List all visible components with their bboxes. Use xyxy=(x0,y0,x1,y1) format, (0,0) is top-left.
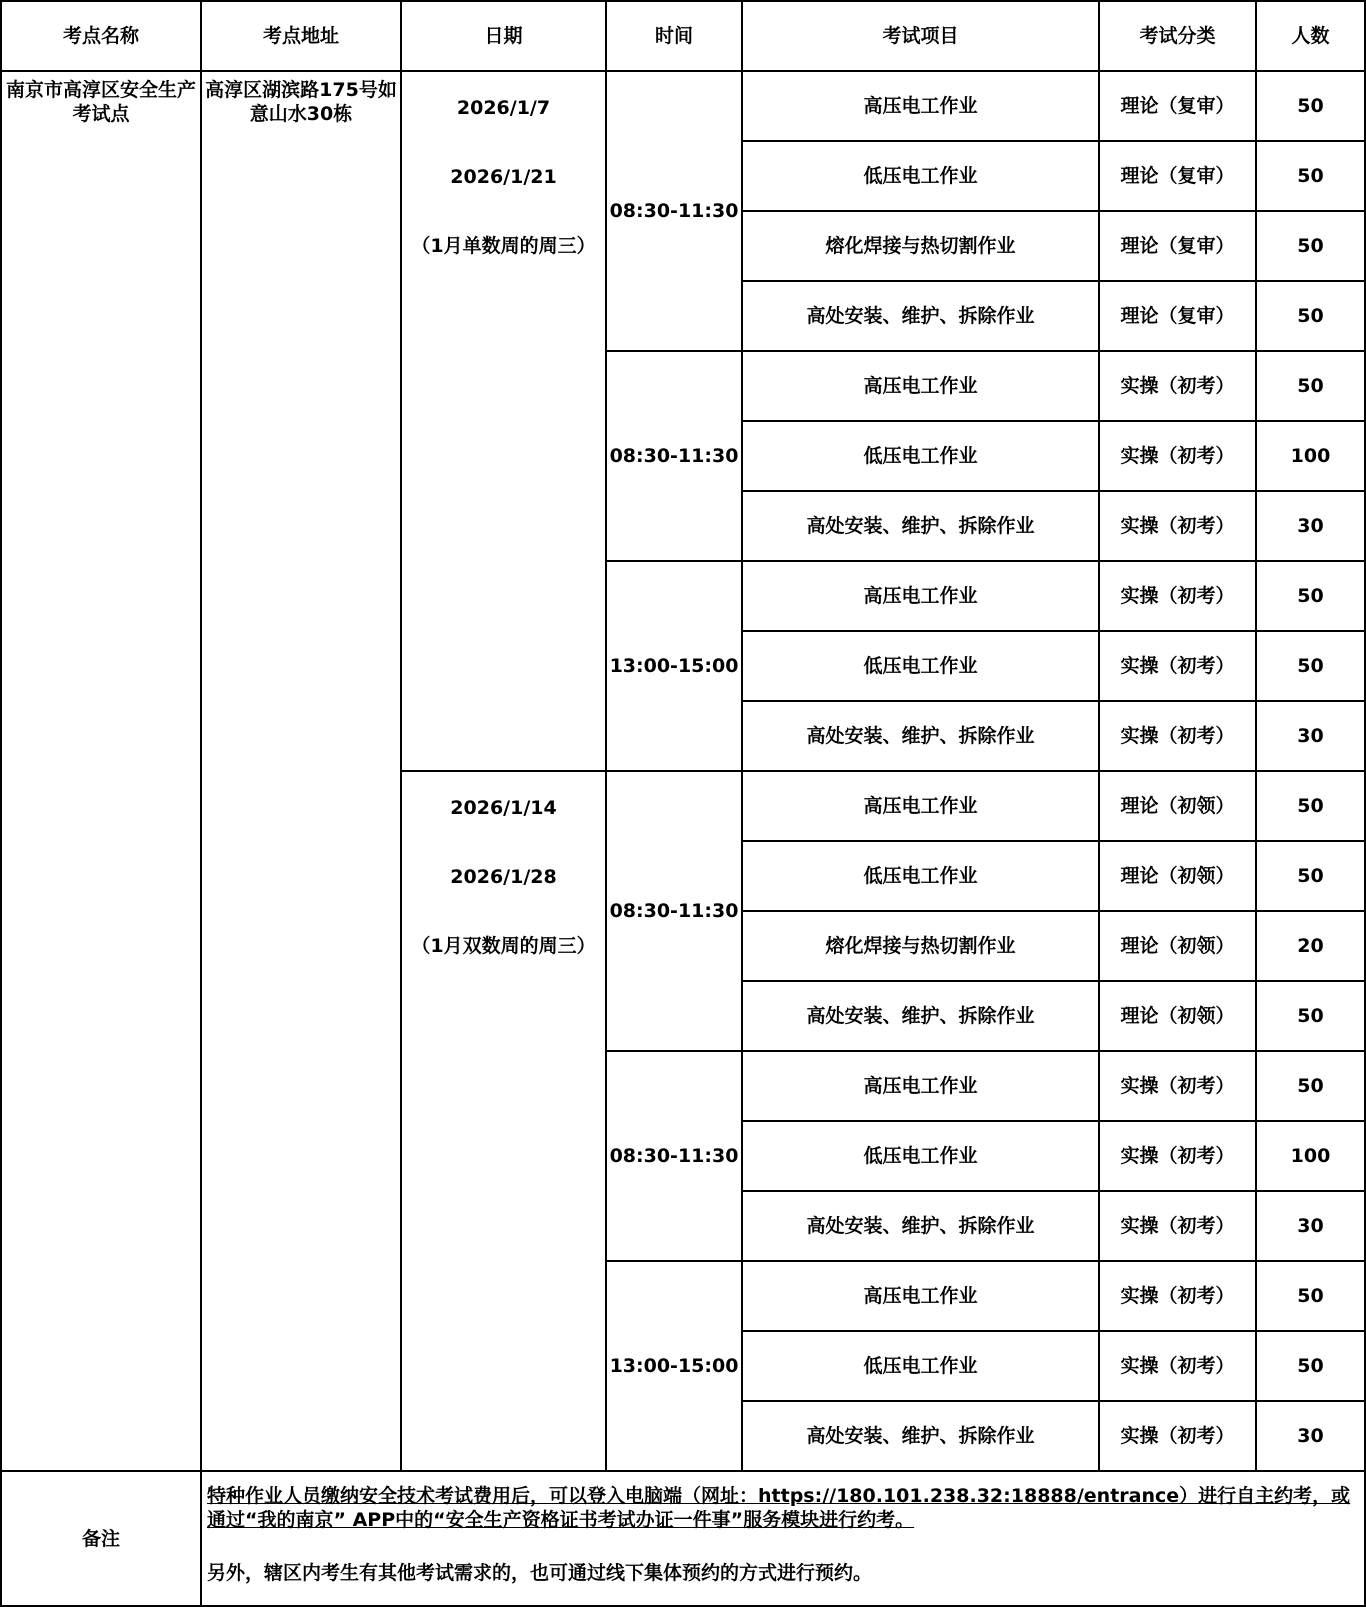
count-cell: 50 xyxy=(1256,1331,1365,1401)
exam-item-cell: 高压电工作业 xyxy=(742,1261,1099,1331)
count-cell: 30 xyxy=(1256,491,1365,561)
date-line: 2026/1/7 xyxy=(456,97,551,119)
date-cell xyxy=(401,771,606,1471)
exam-item-cell: 高压电工作业 xyxy=(742,1051,1099,1121)
count-cell: 50 xyxy=(1256,351,1365,421)
exam-item-cell: 低压电工作业 xyxy=(742,1331,1099,1401)
table-body xyxy=(1,1,1365,1606)
exam-item-cell: 高压电工作业 xyxy=(742,771,1099,841)
date-line: （1月单数周的周三） xyxy=(411,235,596,257)
count-cell: 50 xyxy=(1256,211,1365,281)
exam-category-cell: 理论（复审） xyxy=(1099,71,1256,141)
count-cell: 50 xyxy=(1256,1261,1365,1331)
date-line: （1月双数周的周三） xyxy=(411,935,596,957)
remarks-label: 备注 xyxy=(1,1471,201,1606)
exam-category-cell: 理论（初领） xyxy=(1099,841,1256,911)
exam-category-cell: 理论（复审） xyxy=(1099,281,1256,351)
exam-item-cell: 高压电工作业 xyxy=(742,351,1099,421)
exam-category-cell: 实操（初考） xyxy=(1099,491,1256,561)
count-cell: 50 xyxy=(1256,981,1365,1051)
count-cell: 20 xyxy=(1256,911,1365,981)
header-exam-category: 考试分类 xyxy=(1099,1,1256,71)
exam-category-cell: 实操（初考） xyxy=(1099,1191,1256,1261)
exam-category-cell: 实操（初考） xyxy=(1099,631,1256,701)
exam-item-cell: 低压电工作业 xyxy=(742,631,1099,701)
count-cell: 50 xyxy=(1256,841,1365,911)
site-address-cell: 高淳区湖滨路175号如意山水30栋 xyxy=(201,71,401,1471)
exam-item-cell: 高处安装、维护、拆除作业 xyxy=(742,491,1099,561)
exam-category-cell: 理论（初领） xyxy=(1099,981,1256,1051)
exam-category-cell: 实操（初考） xyxy=(1099,1331,1256,1401)
exam-category-cell: 理论（复审） xyxy=(1099,141,1256,211)
exam-category-cell: 实操（初考） xyxy=(1099,421,1256,491)
exam-item-cell: 高处安装、维护、拆除作业 xyxy=(742,981,1099,1051)
exam-item-cell: 熔化焊接与热切割作业 xyxy=(742,911,1099,981)
header-count: 人数 xyxy=(1256,1,1365,71)
time-cell: 08:30-11:30 xyxy=(606,771,742,1051)
exam-category-cell: 实操（初考） xyxy=(1099,1261,1256,1331)
exam-category-cell: 实操（初考） xyxy=(1099,561,1256,631)
header-date: 日期 xyxy=(401,1,606,71)
date-line: 2026/1/14 xyxy=(450,797,557,819)
time-cell: 08:30-11:30 xyxy=(606,351,742,561)
exam-category-cell: 理论（初领） xyxy=(1099,771,1256,841)
exam-item-cell: 低压电工作业 xyxy=(742,141,1099,211)
exam-category-cell: 理论（复审） xyxy=(1099,211,1256,281)
exam-item-cell: 高处安装、维护、拆除作业 xyxy=(742,281,1099,351)
time-cell: 08:30-11:30 xyxy=(606,1051,742,1261)
count-cell: 50 xyxy=(1256,141,1365,211)
header-site-address: 考点地址 xyxy=(201,1,401,71)
count-cell: 50 xyxy=(1256,281,1365,351)
time-cell: 08:30-11:30 xyxy=(606,71,742,351)
count-cell: 30 xyxy=(1256,701,1365,771)
date-line: 2026/1/21 xyxy=(450,166,557,188)
header-exam-item: 考试项目 xyxy=(742,1,1099,71)
exam-category-cell: 理论（初领） xyxy=(1099,911,1256,981)
count-cell: 50 xyxy=(1256,771,1365,841)
exam-item-cell: 高处安装、维护、拆除作业 xyxy=(742,1191,1099,1261)
header-site-name: 考点名称 xyxy=(1,1,201,71)
count-cell: 30 xyxy=(1256,1401,1365,1471)
header-time: 时间 xyxy=(606,1,742,71)
count-cell: 50 xyxy=(1256,631,1365,701)
remarks-paragraph-2: 另外，辖区内考生有其他考试需求的，也可通过线下集体预约的方式进行预约。 xyxy=(207,1562,873,1584)
count-cell: 50 xyxy=(1256,561,1365,631)
exam-category-cell: 实操（初考） xyxy=(1099,701,1256,771)
count-cell: 100 xyxy=(1256,421,1365,491)
header-row xyxy=(1,1,1365,71)
count-cell: 50 xyxy=(1256,71,1365,141)
count-cell: 30 xyxy=(1256,1191,1365,1261)
count-cell: 50 xyxy=(1256,1051,1365,1121)
remarks-content xyxy=(201,1471,1365,1606)
exam-category-cell: 实操（初考） xyxy=(1099,1121,1256,1191)
exam-item-cell: 高处安装、维护、拆除作业 xyxy=(742,701,1099,771)
time-cell: 13:00-15:00 xyxy=(606,561,742,771)
remarks-row xyxy=(1,1471,1365,1606)
remarks-paragraph-1: 特种作业人员缴纳安全技术考试费用后，可以登入电脑端（网址：https://180.101.238.32:18888/entrance）进行自主约考，或通过“我的南京” APP中的“安全生产资格证书考试办证一件事”服务模块进行约考。 xyxy=(207,1485,1351,1531)
site-name-cell: 南京市高淳区安全生产考试点 xyxy=(1,71,201,1471)
exam-item-cell: 低压电工作业 xyxy=(742,421,1099,491)
date-line: 2026/1/28 xyxy=(450,866,557,888)
exam-item-cell: 高压电工作业 xyxy=(742,561,1099,631)
time-cell: 13:00-15:00 xyxy=(606,1261,742,1471)
exam-item-cell: 熔化焊接与热切割作业 xyxy=(742,211,1099,281)
exam-item-cell: 高处安装、维护、拆除作业 xyxy=(742,1401,1099,1471)
count-cell: 100 xyxy=(1256,1121,1365,1191)
date-cell xyxy=(401,71,606,771)
exam-item-cell: 低压电工作业 xyxy=(742,1121,1099,1191)
exam-category-cell: 实操（初考） xyxy=(1099,1051,1256,1121)
table-row xyxy=(1,71,1365,141)
exam-category-cell: 实操（初考） xyxy=(1099,351,1256,421)
exam-item-cell: 低压电工作业 xyxy=(742,841,1099,911)
exam-category-cell: 实操（初考） xyxy=(1099,1401,1256,1471)
exam-item-cell: 高压电工作业 xyxy=(742,71,1099,141)
